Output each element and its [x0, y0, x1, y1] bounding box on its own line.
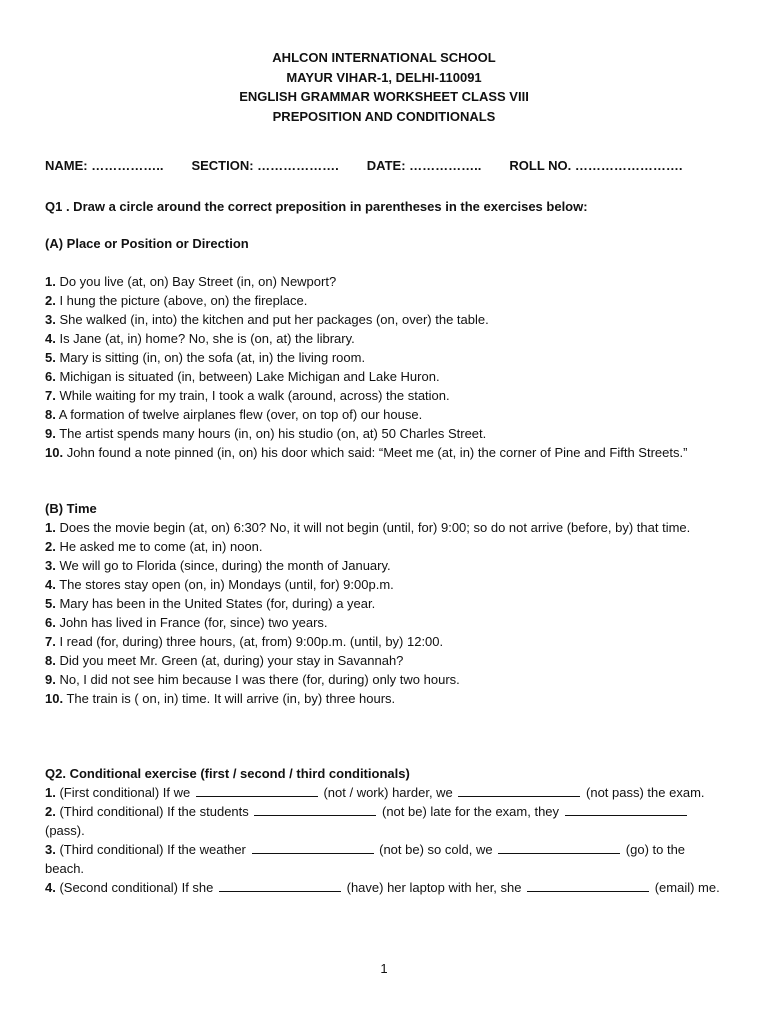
- student-info-line: [45, 158, 683, 173]
- item-number: 8.: [45, 407, 56, 422]
- roll-field: ROLL NO. …………………….: [509, 158, 683, 173]
- list-item: [45, 329, 725, 348]
- page-number: 1: [380, 961, 388, 976]
- item-number: 2.: [45, 539, 56, 554]
- worksheet-header: [0, 48, 768, 126]
- item-text-part: (First conditional) If we: [55, 785, 194, 800]
- q2-list: [45, 783, 725, 897]
- item-number: 3.: [45, 558, 56, 573]
- item-text: The stores stay open (on, in) Mondays (until, for) 9:00p.m.: [55, 577, 394, 592]
- item-number: 8.: [45, 653, 56, 668]
- list-item: [45, 443, 725, 462]
- item-number: 10.: [45, 445, 64, 460]
- item-number: 4.: [45, 331, 56, 346]
- q1-title-block: [45, 197, 725, 216]
- list-item: [45, 613, 725, 632]
- item-text: Does the movie begin (at, on) 6:30? No, it will not begin (until, for) 9:00; so do not arrive (before, by) that time.: [55, 520, 691, 535]
- item-number: 5.: [45, 350, 56, 365]
- answer-blank[interactable]: [498, 841, 620, 854]
- item-number: 1.: [45, 274, 56, 289]
- name-field: NAME: ……………..: [45, 158, 164, 173]
- list-item: [45, 348, 725, 367]
- conditional-item: [45, 783, 725, 802]
- answer-blank[interactable]: [565, 803, 687, 816]
- school-name: AHLCON INTERNATIONAL SCHOOL: [272, 50, 496, 65]
- item-number: 4.: [45, 577, 56, 592]
- item-number: 3.: [45, 312, 56, 327]
- list-item: [45, 367, 725, 386]
- item-number: 1.: [45, 785, 56, 800]
- answer-blank[interactable]: [527, 879, 649, 892]
- section-a-title: (A) Place or Position or Direction: [45, 236, 249, 251]
- item-text-part: (Third conditional) If the students: [55, 804, 253, 819]
- item-text-part: (go) to the beach.: [45, 842, 686, 876]
- item-text: Michigan is situated (in, between) Lake Michigan and Lake Huron.: [55, 369, 440, 384]
- answer-blank[interactable]: [252, 841, 374, 854]
- item-number: 3.: [45, 842, 56, 857]
- conditional-item: [45, 840, 725, 878]
- item-text: While waiting for my train, I took a walk (around, across) the station.: [55, 388, 450, 403]
- list-item: [45, 689, 725, 708]
- item-text: The train is ( on, in) time. It will arrive (in, by) three hours.: [63, 691, 396, 706]
- item-number: 7.: [45, 388, 56, 403]
- list-item: [45, 272, 725, 291]
- item-number: 1.: [45, 520, 56, 535]
- list-item: [45, 405, 725, 424]
- item-text-part: (email) me.: [651, 880, 720, 895]
- item-text-part: (not be) so cold, we: [375, 842, 497, 857]
- item-text: The artist spends many hours (in, on) his studio (on, at) 50 Charles Street.: [55, 426, 487, 441]
- section-b-title: (B) Time: [45, 501, 97, 516]
- item-text: Do you live (at, on) Bay Street (in, on) Newport?: [55, 274, 337, 289]
- list-item: [45, 291, 725, 310]
- worksheet-topic: PREPOSITION AND CONDITIONALS: [272, 108, 496, 124]
- item-text: I read (for, during) three hours, (at, from) 9:00p.m. (until, by) 12:00.: [55, 634, 444, 649]
- answer-blank[interactable]: [219, 879, 341, 892]
- list-item: [45, 424, 725, 443]
- conditional-item: [45, 878, 725, 897]
- item-number: 9.: [45, 426, 56, 441]
- section-field: SECTION: ……………….: [191, 158, 339, 173]
- date-field: DATE: ……………..: [366, 158, 482, 173]
- item-number: 7.: [45, 634, 56, 649]
- answer-blank[interactable]: [196, 784, 318, 797]
- answer-blank[interactable]: [458, 784, 580, 797]
- list-item: [45, 651, 725, 670]
- list-item: [45, 670, 725, 689]
- list-item: [45, 594, 725, 613]
- item-text-part: (Second conditional) If she: [55, 880, 217, 895]
- list-item: [45, 632, 725, 651]
- list-item: [45, 310, 725, 329]
- q2-title-block: [45, 764, 725, 783]
- item-text: I hung the picture (above, on) the fireplace.: [55, 293, 308, 308]
- item-text: Is Jane (at, in) home? No, she is (on, at) the library.: [55, 331, 355, 346]
- conditional-item: [45, 802, 725, 840]
- list-item: [45, 386, 725, 405]
- item-text: Mary is sitting (in, on) the sofa (at, in) the living room.: [55, 350, 366, 365]
- item-text-part: (Third conditional) If the weather: [55, 842, 250, 857]
- item-text-part: (have) her laptop with her, she: [343, 880, 526, 895]
- item-text: No, I did not see him because I was there (for, during) only two hours.: [55, 672, 460, 687]
- item-text: We will go to Florida (since, during) the month of January.: [55, 558, 391, 573]
- item-number: 4.: [45, 880, 56, 895]
- section-b-list: [45, 518, 725, 708]
- item-text: Mary has been in the United States (for, during) a year.: [55, 596, 376, 611]
- q2-title: Q2. Conditional exercise (first / second / third conditionals): [45, 766, 410, 781]
- section-a-list: [45, 272, 725, 462]
- item-text-part: (pass).: [45, 823, 85, 838]
- item-number: 9.: [45, 672, 56, 687]
- item-text: She walked (in, into) the kitchen and put her packages (on, over) the table.: [55, 312, 489, 327]
- section-a: [45, 234, 725, 253]
- item-text: Did you meet Mr. Green (at, during) your stay in Savannah?: [55, 653, 404, 668]
- item-text: John has lived in France (for, since) two years.: [55, 615, 328, 630]
- worksheet-title: ENGLISH GRAMMAR WORKSHEET CLASS VIII: [239, 89, 529, 104]
- list-item: [45, 518, 725, 537]
- q1-title: Q1 . Draw a circle around the correct preposition in parentheses in the exercises below:: [45, 199, 588, 214]
- item-text-part: (not be) late for the exam, they: [378, 804, 563, 819]
- item-number: 6.: [45, 369, 56, 384]
- item-number: 5.: [45, 596, 56, 611]
- item-text: A formation of twelve airplanes flew (over, on top of) our house.: [55, 407, 423, 422]
- item-text-part: (not pass) the exam.: [582, 785, 705, 800]
- list-item: [45, 537, 725, 556]
- item-text: John found a note pinned (in, on) his door which said: “Meet me (at, in) the corner of Pine and Fifth Streets.”: [63, 445, 688, 460]
- item-text: He asked me to come (at, in) noon.: [55, 539, 263, 554]
- answer-blank[interactable]: [254, 803, 376, 816]
- item-number: 2.: [45, 804, 56, 819]
- item-number: 10.: [45, 691, 64, 706]
- item-text-part: (not / work) harder, we: [319, 785, 457, 800]
- section-b: [45, 499, 725, 518]
- list-item: [45, 556, 725, 575]
- item-number: 2.: [45, 293, 56, 308]
- item-number: 6.: [45, 615, 56, 630]
- school-address: MAYUR VIHAR-1, DELHI-110091: [286, 69, 482, 85]
- list-item: [45, 575, 725, 594]
